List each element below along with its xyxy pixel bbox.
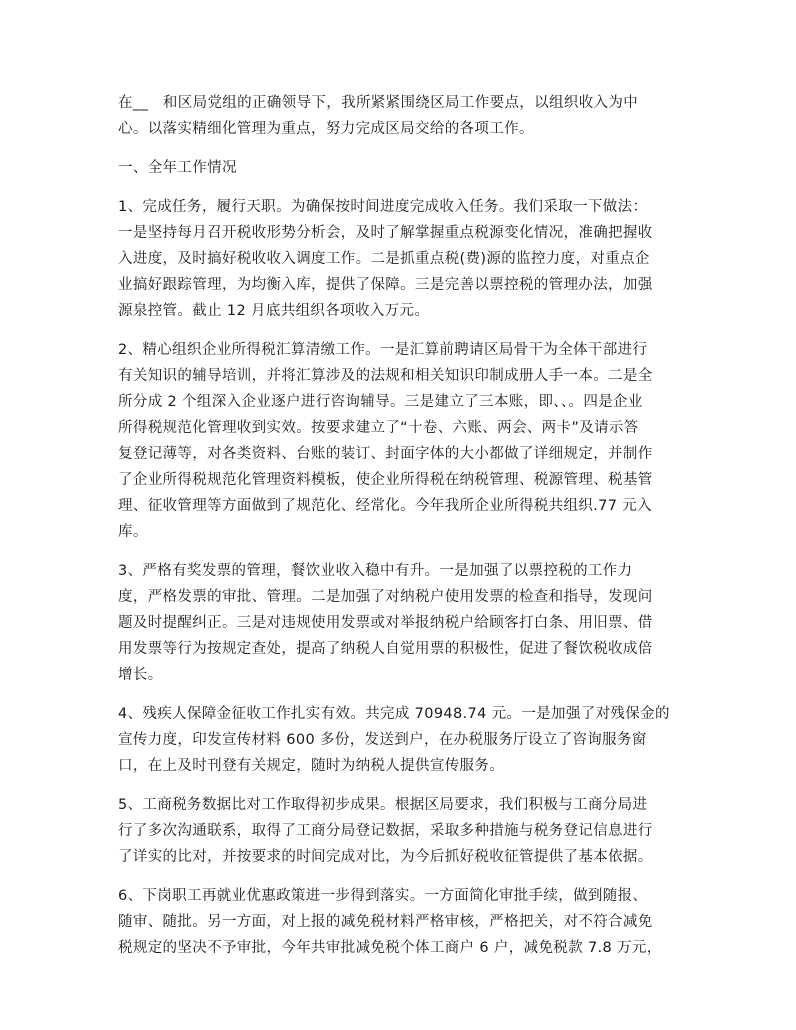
text-line: 增长。	[118, 667, 163, 683]
text-line: 在__ 和区局党组的正确领导下，我所紧紧围绕区局工作要点，以组织收入为中	[118, 95, 639, 111]
text-line: 心。以落实精细化管理为重点，努力完成区局交给的各项工作。	[118, 121, 534, 137]
text-line: 随审、随批。另一方面，对上报的减免税材料严格审核，严格把关，对不符合减免	[118, 914, 653, 930]
text-line: 2、精心组织企业所得税汇算清缴工作。一是汇算前聘请区局骨干为全体干部进行	[118, 342, 648, 358]
text-line: 业搞好跟踪管理，为均衡入库，提供了保障。三是完善以票控税的管理办法，加强	[118, 277, 653, 293]
paragraph-item-5	[118, 792, 678, 870]
paragraph-item-1	[118, 194, 678, 324]
paragraph-item-4	[118, 701, 678, 779]
intro-paragraph	[118, 90, 678, 142]
text-line: 所得税规范化管理收到实效。按要求建立了“十卷、六账、两会、两卡”及请示答	[118, 420, 639, 436]
text-line: 4、残疾人保障金征收工作扎实有效。共完成 70948.74 元。一是加强了对残保金的	[118, 706, 670, 722]
paragraph-item-6	[118, 883, 678, 961]
text-line: 复登记薄等，对各类资料、台账的装订、封面字体的大小都做了详细规定，并制作	[118, 446, 653, 462]
section-heading: 一、全年工作情况	[118, 160, 237, 176]
paragraph-item-2	[118, 337, 678, 545]
text-line: 理、征收管理等方面做到了规范化、经常化。今年我所企业所得税共组织.77 元入	[118, 498, 652, 514]
text-line: 5、工商税务数据比对工作取得初步成果。根据区局要求，我们积极与工商分局进	[118, 797, 648, 813]
text-line: 3、严格有奖发票的管理，餐饮业收入稳中有升。一是加强了以票控税的工作力	[118, 563, 633, 579]
text-line: 度，严格发票的审批、管理。二是加强了对纳税户使用发票的检查和指导，发现问	[118, 589, 653, 605]
text-line: 入进度，及时搞好税收收入调度工作。二是抓重点税(费)源的监控力度，对重点企	[118, 251, 650, 267]
text-line: 行了多次沟通联系，取得了工商分局登记数据，采取多种措施与税务登记信息进行	[118, 823, 653, 839]
text-line: 用发票等行为按规定查处，提高了纳税人自觉用票的积极性，促进了餐饮税收成倍	[118, 641, 653, 657]
text-line: 了企业所得税规范化管理资料模板，使企业所得税在纳税管理、税源管理、税基管	[118, 472, 653, 488]
text-line: 题及时提醒纠正。三是对违规使用发票或对举报纳税户给顾客打白条、用旧票、借	[118, 615, 653, 631]
paragraph-item-3	[118, 558, 678, 688]
text-line: 口，在上及时刊登有关规定，随时为纳税人提供宣传服务。	[118, 758, 505, 774]
text-line: 了详实的比对，并按要求的时间完成对比，为今后抓好税收征管提供了基本依据。	[118, 849, 653, 865]
text-line: 一是坚持每月召开税收形势分析会，及时了解掌握重点税源变化情况，准确把握收	[118, 225, 653, 241]
text-line: 有关知识的辅导培训，并将汇算涉及的法规和相关知识印制成册人手一本。二是全	[118, 368, 653, 384]
text-line: 库。	[118, 524, 148, 540]
text-line: 6、下岗职工再就业优惠政策进一步得到落实。一方面简化审批手续，做到随报、	[118, 888, 648, 904]
text-line: 1、完成任务，履行天职。为确保按时间进度完成收入任务。我们采取一下做法：	[118, 199, 648, 215]
text-line: 宣传力度，印发宣传材料 600 多份，发送到户，在办税服务厅设立了咨询服务窗	[118, 732, 647, 748]
document-page	[118, 90, 678, 974]
text-line: 所分成 2 个组深入企业逐户进行咨询辅导。三是建立了三本账，即、、。四是企业	[118, 394, 643, 410]
text-line: 税规定的坚决不予审批，今年共审批减免税个体工商户 6 户，减免税款 7.8 万元，	[118, 940, 662, 956]
text-line: 源泉控管。截止 12 月底共组织各项收入万元。	[118, 303, 430, 319]
